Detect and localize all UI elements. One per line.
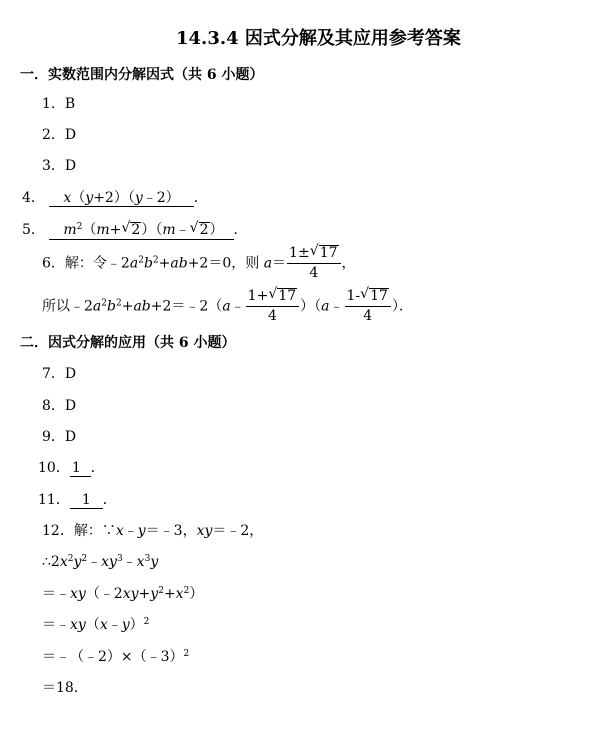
var-xy: xy — [70, 586, 86, 602]
text: ﹣ — [329, 298, 344, 315]
var-y: y — [73, 554, 82, 570]
answer-1 — [42, 97, 75, 111]
var-b: b — [143, 255, 153, 272]
text: + — [109, 222, 122, 238]
page-title: 14.3.4 因式分解及其应用参考答案 — [176, 28, 461, 49]
numerator — [246, 288, 299, 307]
var-x: x — [59, 554, 68, 570]
exponent: 2 — [76, 222, 83, 232]
exponent: 2 — [138, 255, 144, 266]
fraction — [345, 288, 391, 325]
numerator — [345, 288, 391, 307]
answer-number: 11． — [38, 492, 70, 508]
sqrt-symbol — [360, 288, 389, 304]
exponent: 3 — [144, 554, 151, 564]
text: ﹣2） — [142, 190, 180, 206]
text: ， — [341, 255, 356, 272]
text: ﹣ — [230, 298, 245, 315]
answer-12-line-3 — [42, 587, 203, 601]
period: ． — [102, 492, 117, 508]
exponent: 2 — [67, 554, 74, 564]
answer-10 — [38, 461, 105, 477]
radicand: 17 — [370, 288, 388, 304]
period: ． — [90, 460, 105, 476]
answer-2 — [42, 128, 76, 142]
text: +2＝0，则 — [187, 255, 260, 272]
var-m: m — [63, 222, 77, 238]
text: （ — [71, 190, 86, 206]
text: ） — [209, 222, 224, 238]
sqrt-symbol — [121, 222, 141, 238]
answer-12-line-2 — [42, 555, 158, 569]
text: ）（ — [300, 298, 322, 315]
var-y: y — [137, 523, 146, 539]
sqrt-symbol — [310, 245, 339, 261]
fraction — [287, 245, 340, 282]
text: ＝18． — [42, 680, 88, 696]
answer-number: 7． — [42, 366, 65, 382]
answer-4 — [22, 191, 208, 207]
text: ＝﹣（﹣2）×（﹣3） — [42, 649, 184, 665]
var-x: x — [63, 190, 72, 206]
text: （ — [82, 222, 97, 238]
text: + — [163, 586, 176, 602]
text: ﹣ — [175, 222, 190, 238]
answer-3 — [42, 159, 76, 173]
answer-number: 6． — [42, 255, 65, 272]
text: 解：∵ — [73, 523, 116, 539]
text: ＝﹣3， — [145, 523, 197, 539]
answer-6-line-2 — [42, 288, 413, 325]
var-a: a — [92, 298, 102, 315]
answer-7 — [42, 367, 76, 381]
answer-9 — [42, 430, 76, 444]
section-heading-2: 二．因式分解的应用（共 6 小题） — [20, 335, 236, 351]
text: +2）（ — [93, 190, 135, 206]
answer-number: 1． — [42, 96, 65, 112]
var-y: y — [85, 190, 94, 206]
answer-5 — [22, 222, 248, 240]
text: +2＝﹣2（ — [150, 298, 223, 315]
text: ﹣ — [107, 617, 122, 633]
var-a: a — [129, 255, 139, 272]
answer-number: 10． — [38, 460, 70, 476]
text: + — [158, 255, 171, 272]
var-ab: ab — [133, 298, 151, 315]
fraction — [246, 288, 299, 325]
answer-number: 2． — [42, 127, 65, 143]
answer-value: B — [64, 96, 76, 112]
exponent: 3 — [116, 554, 123, 564]
exponent: 2 — [115, 298, 122, 309]
answer-6-line-1 — [42, 245, 356, 282]
exponent: 2 — [143, 617, 150, 627]
var-x: x — [175, 586, 184, 602]
sqrt-symbol — [268, 288, 297, 304]
text: ＝﹣ — [42, 586, 70, 602]
period: ． — [233, 222, 248, 238]
radicand: 2 — [199, 222, 209, 238]
exponent: 2 — [101, 298, 108, 309]
answer-value: D — [64, 429, 77, 445]
var-xy: xy — [122, 586, 139, 602]
answer-blank — [49, 222, 233, 240]
answer-number: 12． — [42, 523, 74, 539]
var-x: x — [99, 617, 108, 633]
text: 1± — [289, 245, 310, 261]
answer-number: 5． — [22, 222, 45, 238]
exponent: 2 — [183, 586, 190, 596]
var-a: a — [321, 298, 330, 315]
text: ） — [189, 586, 204, 602]
exponent: 2 — [158, 586, 164, 596]
answer-value: D — [64, 398, 77, 414]
answer-blank: 1 — [70, 493, 103, 509]
var-b: b — [107, 298, 116, 315]
var-y: y — [134, 190, 143, 206]
answer-8 — [42, 399, 76, 413]
answer-value: D — [64, 127, 77, 143]
answer-11 — [38, 493, 117, 509]
var-y: y — [121, 617, 130, 633]
text: （﹣2 — [85, 586, 123, 602]
answer-blank — [49, 191, 193, 207]
answer-12-line-5 — [42, 650, 189, 664]
text: 解：令﹣2 — [64, 255, 130, 272]
text: ＝﹣2， — [212, 523, 264, 539]
radicand: 2 — [131, 222, 141, 238]
numerator — [287, 245, 340, 264]
sqrt-symbol — [190, 222, 210, 238]
denominator: 4 — [363, 308, 373, 325]
text: 1- — [346, 288, 361, 304]
var-ab: ab — [170, 255, 188, 272]
answer-12-line-4 — [42, 618, 149, 632]
radicand: 17 — [319, 245, 338, 261]
radicand: 17 — [278, 288, 297, 304]
answer-value: D — [64, 158, 77, 174]
var-x: x — [136, 554, 145, 570]
text: ）． — [391, 298, 413, 315]
text: 所以﹣2 — [42, 298, 93, 315]
answer-12-line-6 — [42, 681, 88, 695]
text: + — [138, 586, 151, 602]
answer-blank: 1 — [70, 461, 91, 477]
var-a: a — [222, 298, 231, 315]
text: ﹣ — [87, 554, 102, 570]
var-xy: xy — [101, 554, 117, 570]
text: + — [121, 298, 134, 315]
text: ）（ — [141, 222, 163, 238]
var-a: a — [263, 255, 273, 272]
text: （ — [85, 617, 100, 633]
text: ﹣ — [122, 554, 137, 570]
var-x: x — [115, 523, 124, 539]
text: ＝﹣ — [42, 617, 70, 633]
period: ． — [193, 190, 208, 206]
exponent: 2 — [183, 649, 190, 659]
denominator: 4 — [267, 308, 277, 325]
section-heading-1: 一．实数范围内分解因式（共 6 小题） — [20, 67, 264, 83]
answer-number: 8． — [42, 398, 65, 414]
answer-number: 4． — [22, 190, 45, 206]
denominator: 4 — [309, 265, 319, 282]
text: ） — [129, 617, 144, 633]
answer-number: 3． — [42, 158, 65, 174]
text: 1+ — [247, 288, 269, 304]
answer-value: D — [64, 366, 77, 382]
var-m: m — [162, 222, 176, 238]
answer-12-line-1 — [42, 524, 263, 538]
var-xy: xy — [70, 617, 86, 633]
text: ﹣ — [123, 523, 138, 539]
answer-number: 9． — [42, 429, 65, 445]
var-m: m — [96, 222, 110, 238]
exponent: 2 — [152, 255, 159, 266]
var-y: y — [150, 586, 159, 602]
text: ＝ — [272, 255, 287, 272]
exponent: 2 — [81, 554, 88, 564]
var-xy: xy — [196, 523, 213, 539]
var-y: y — [150, 554, 159, 570]
text: ∴2 — [42, 554, 60, 570]
